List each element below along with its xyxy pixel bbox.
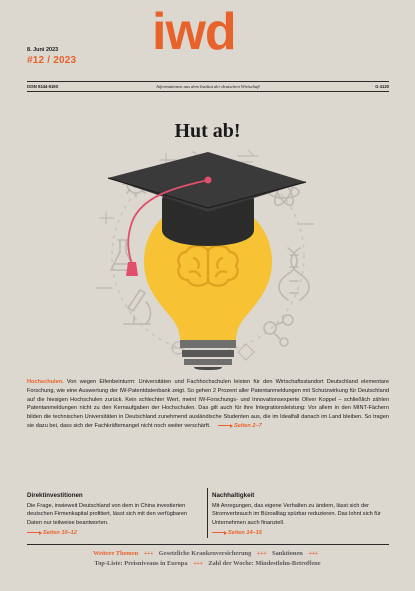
- arrow-right-icon: [218, 425, 232, 426]
- iwd-logo: iwd: [152, 3, 236, 61]
- footer-topic[interactable]: Sanktionen: [271, 550, 303, 557]
- footer-separator: +++: [308, 550, 318, 557]
- footer-separator: +++: [143, 550, 154, 557]
- teaser-nachhaltigkeit: [212, 492, 387, 538]
- teaser-page-ref[interactable]: Seiten 10–12: [43, 529, 77, 536]
- microscope-icon: [124, 290, 151, 324]
- cover-illustration: [88, 148, 328, 370]
- arrow-right-icon: [212, 532, 226, 533]
- issn: ISSN 0344-919X: [27, 84, 59, 89]
- footer-topic[interactable]: Gesetzliche Krankenversicherung: [158, 550, 252, 557]
- issue-date: 8. Juni 2023: [27, 47, 59, 53]
- issue-number: #12 / 2023: [27, 55, 77, 66]
- footer-rule: [27, 544, 389, 545]
- footer-topic[interactable]: Top-Liste: Preisniveaus in Europa: [94, 560, 188, 567]
- footer-topics: [0, 549, 415, 569]
- intro-lead: Hochschulen.: [27, 379, 64, 385]
- intro-article: [27, 378, 389, 431]
- teaser-title: Nachhaltigkeit: [212, 492, 255, 499]
- tagline: Informationen aus dem Institut der deutschen Wirtschaft: [156, 84, 260, 89]
- intro-text: Von wegen Elfenbeinturm: Universitäten und Fachhochschulen leisten für den Wirtschaftsstandort Deutschland elementare Forschung, wie eine Auswertung der IW-Patentdatenbank zeigt. So gehen 2 Prozent aller Patentanmeldungen mit Schutzwirkung für Deutschland auf die hiesigen Hochschulen zurück. Kein schlechter Wert, meint IW-Forschungs- und Innovationsexperte Oliver Koppel – schließlich zählen Patentanmeldungen nicht zu den Kernaufgaben der Hochschulen. Das gilt auch für ihre Integrationsleistung: Vor allem in den MINT-Fächern bilden die technischen Universitäten in Deutschland zunehmend ausländische Studenten aus, die im Idealfall danach im Land bleiben. So tragen sie dazu bei, dass sich der Fachkräftemangel nicht noch weiter verschärft.: [27, 379, 389, 429]
- teaser-page-ref[interactable]: Seiten 14–15: [228, 529, 262, 536]
- teaser-title: Direktinvestitionen: [27, 492, 83, 499]
- intro-page-ref[interactable]: Seiten 2–7: [234, 422, 262, 429]
- footer-heading: Weitere Themen: [93, 550, 139, 557]
- teaser-text: Die Frage, inwieweit Deutschland von dem in China investierten deutschen Firmenkapital profitiert, lässt sich mit den verfügbaren Daten nur teilweise beantworten.: [27, 502, 188, 527]
- molecule-icon: [264, 315, 293, 346]
- footer-topic[interactable]: Zahl der Woche: Mindestlohn-Betroffene: [208, 560, 321, 567]
- teaser-direktinvestitionen: [27, 492, 202, 538]
- teaser-text: Mit Anregungen, das eigene Verhalten zu ändern, lässt sich der Stromverbrauch im Büroalltag spürbar reduzieren. Das lohnt sich für Unternehmen auch finanziell.: [212, 502, 381, 527]
- g-number: G 4120: [375, 84, 389, 89]
- footer-separator: +++: [193, 560, 203, 567]
- footer-separator: +++: [256, 550, 267, 557]
- arrow-right-icon: [27, 532, 41, 533]
- cover-headline: Hut ab!: [174, 120, 241, 142]
- masthead-bottom-rule: [27, 91, 389, 92]
- column-divider: [207, 488, 208, 538]
